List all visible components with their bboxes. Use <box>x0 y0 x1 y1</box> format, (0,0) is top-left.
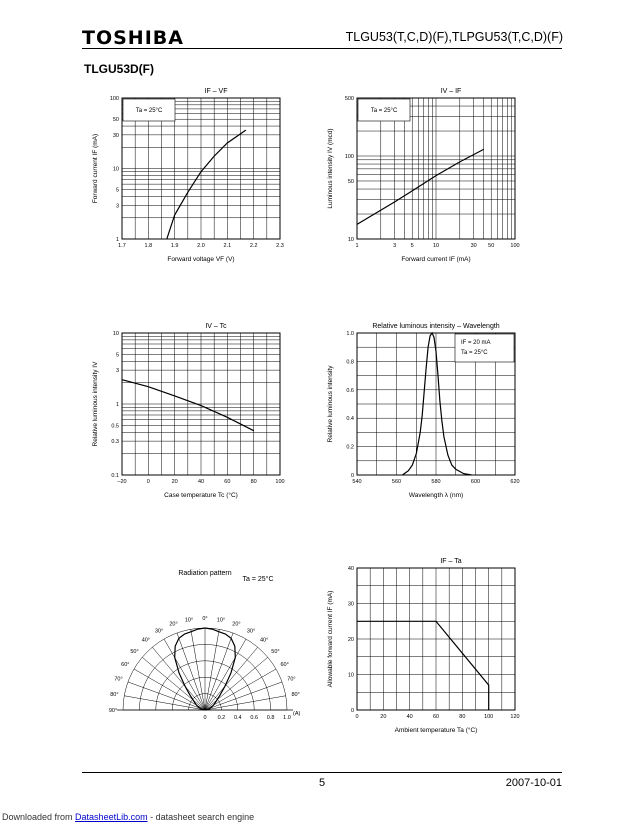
x-tick-label: 1.9 <box>170 243 179 249</box>
x-tick-label: 20 <box>380 714 387 720</box>
angle-label: 70° <box>114 676 123 683</box>
download-note <box>2 812 254 822</box>
x-tick-label: 0 <box>355 714 359 720</box>
angle-label: 30° <box>246 628 256 635</box>
radius-tick-label: 0.6 <box>250 715 259 721</box>
series-line <box>167 130 246 239</box>
x-tick-label: 120 <box>510 714 520 720</box>
section-title: TLGU53D(F) <box>84 62 154 76</box>
series-line <box>357 149 484 224</box>
x-tick-label: 2.0 <box>197 243 205 249</box>
angle-label: 60° <box>280 662 289 668</box>
y-axis-label: Relative luminous intensity <box>327 365 334 443</box>
x-tick-label: 1 <box>355 243 359 249</box>
annotation-text: Ta = 25°C <box>370 108 398 114</box>
x-tick-label: 1.7 <box>118 243 126 249</box>
y-tick-label: 5 <box>115 352 119 359</box>
x-tick-label: 20 <box>171 479 178 485</box>
y-tick-label: 30 <box>347 601 354 608</box>
angle-label: 50° <box>271 648 280 655</box>
radius-tick-label: 0 <box>203 715 207 721</box>
angle-label: 60° <box>121 662 130 668</box>
angle-label: 40° <box>141 637 151 644</box>
y-tick-label: 0.2 <box>346 444 354 451</box>
x-tick-label: 5 <box>410 243 414 249</box>
x-tick-label: 580 <box>431 479 441 485</box>
chart-title: IV – Tc <box>205 323 227 330</box>
y-tick-label: 50 <box>347 178 354 185</box>
y-axis-label: Allowable forward current IF (mA) <box>327 590 334 688</box>
y-tick-label: 100 <box>344 154 354 161</box>
y-axis-label: Relative luminous intensity IV <box>92 361 99 447</box>
y-tick-label: 20 <box>347 637 354 643</box>
x-tick-label: 2.2 <box>249 243 258 249</box>
radius-tick-label: 0.8 <box>266 715 275 721</box>
angle-label: 40° <box>259 637 269 644</box>
chart-2 <box>327 88 520 263</box>
radius-tick-label: 1.0 <box>283 715 291 721</box>
toshiba-logo: TOSHIBA <box>82 27 184 49</box>
angle-label: 90° <box>108 708 118 714</box>
x-axis-label: Forward current IF (mA) <box>401 256 471 263</box>
chart-3 <box>92 323 285 499</box>
x-tick-label: 1.8 <box>144 243 153 249</box>
x-tick-label: 10 <box>432 243 440 249</box>
x-tick-label: 50 <box>488 243 495 249</box>
x-tick-label: 600 <box>470 479 481 485</box>
y-tick-label: 0 <box>350 708 354 714</box>
y-tick-label: 10 <box>347 672 354 679</box>
x-tick-label: 100 <box>275 479 285 485</box>
x-tick-label: 3 <box>393 243 397 249</box>
annotation-text: Ta = 25°C <box>461 350 488 356</box>
chart-title: Radiation pattern <box>178 570 232 577</box>
x-tick-label: 60 <box>432 714 440 720</box>
y-tick-label: 1 <box>115 402 119 408</box>
angle-label: 80° <box>110 692 119 699</box>
x-axis-label: Wavelength λ (nm) <box>408 492 464 499</box>
angle-label: 30° <box>154 628 164 635</box>
y-tick-label: 0.8 <box>346 359 354 366</box>
y-tick-label: 30 <box>112 132 119 139</box>
x-tick-label: –20 <box>117 479 127 485</box>
x-tick-label: 80 <box>459 714 466 720</box>
y-tick-label: 10 <box>347 237 354 243</box>
angle-label: 70° <box>287 676 296 683</box>
y-tick-label: 0 <box>350 473 354 479</box>
y-tick-label: 10 <box>112 331 119 337</box>
page-number: 5 <box>319 777 326 789</box>
x-tick-label: 100 <box>484 714 494 720</box>
x-tick-label: 560 <box>391 479 402 485</box>
y-tick-label: 10 <box>112 166 119 173</box>
annotation-text: Ta = 25°C <box>242 576 274 583</box>
x-tick-label: 30 <box>470 243 477 249</box>
chart-title: IV – IF <box>440 88 462 95</box>
y-tick-label: 5 <box>115 187 119 194</box>
angle-label: 20° <box>232 621 241 628</box>
datasheetlib-link[interactable]: DatasheetLib.com <box>75 812 148 822</box>
x-tick-label: 60 <box>224 479 231 485</box>
x-axis-label: Forward voltage VF (V) <box>167 256 235 263</box>
x-tick-label: 2.3 <box>276 243 284 249</box>
download-note-suffix: - datasheet search engine <box>147 812 255 822</box>
radius-unit: (A) <box>293 711 301 717</box>
y-tick-label: 0.4 <box>346 416 354 423</box>
x-axis-label: Ambient temperature Ta (°C) <box>394 727 478 734</box>
chart-title: IF – VF <box>204 88 228 95</box>
y-tick-label: 3 <box>115 368 119 375</box>
angle-label: 10° <box>184 617 194 624</box>
annotation-box <box>455 334 514 362</box>
angle-label: 50° <box>130 648 139 655</box>
y-tick-label: 0.5 <box>111 423 119 430</box>
x-tick-label: 2.1 <box>223 243 232 249</box>
x-tick-label: 620 <box>510 479 520 485</box>
chart-5-radiation-pattern <box>109 570 301 721</box>
y-tick-label: 0.1 <box>111 473 119 479</box>
x-tick-label: 100 <box>510 243 520 249</box>
chart-title: IF – Ta <box>440 558 462 565</box>
x-tick-label: 80 <box>250 479 257 485</box>
x-tick-label: 40 <box>197 479 205 485</box>
x-tick-label: 540 <box>352 479 362 485</box>
y-tick-label: 1 <box>115 237 119 243</box>
y-tick-label: 1.0 <box>346 331 354 337</box>
annotation-text: IF = 20 mA <box>461 340 491 346</box>
x-axis-label: Case temperature Tc (°C) <box>164 492 238 499</box>
x-tick-label: 40 <box>406 714 413 720</box>
angle-label: 80° <box>291 692 300 699</box>
y-tick-label: 0.6 <box>346 387 354 394</box>
document-title: TLGU53(T,C,D)(F),TLPGU53(T,C,D)(F) <box>345 30 563 44</box>
y-tick-label: 0.3 <box>111 439 119 446</box>
radius-tick-label: 0.2 <box>217 715 226 721</box>
y-tick-label: 100 <box>109 96 119 102</box>
y-tick-label: 3 <box>115 203 119 210</box>
x-tick-label: 0 <box>146 479 150 485</box>
angle-label: 10° <box>216 617 226 624</box>
annotation-text: Ta = 25°C <box>135 108 163 114</box>
chart-1 <box>92 88 284 263</box>
angle-label: 20° <box>169 621 178 628</box>
radius-tick-label: 0.4 <box>233 715 242 721</box>
footer-rule <box>82 772 562 773</box>
y-tick-label: 40 <box>347 566 354 572</box>
download-note-prefix: Downloaded from <box>2 812 76 822</box>
y-axis-label: Forward current IF (mA) <box>92 133 99 204</box>
angle-label: 0° <box>202 616 208 622</box>
chart-6 <box>327 558 520 734</box>
footer-date: 2007-10-01 <box>505 777 562 789</box>
y-tick-label: 50 <box>112 117 119 124</box>
y-tick-label: 500 <box>344 96 354 102</box>
y-axis-label: Luminous intensity IV (mcd) <box>327 128 334 209</box>
chart-4 <box>327 323 520 499</box>
chart-title: Relative luminous intensity – Wavelength <box>372 323 500 330</box>
